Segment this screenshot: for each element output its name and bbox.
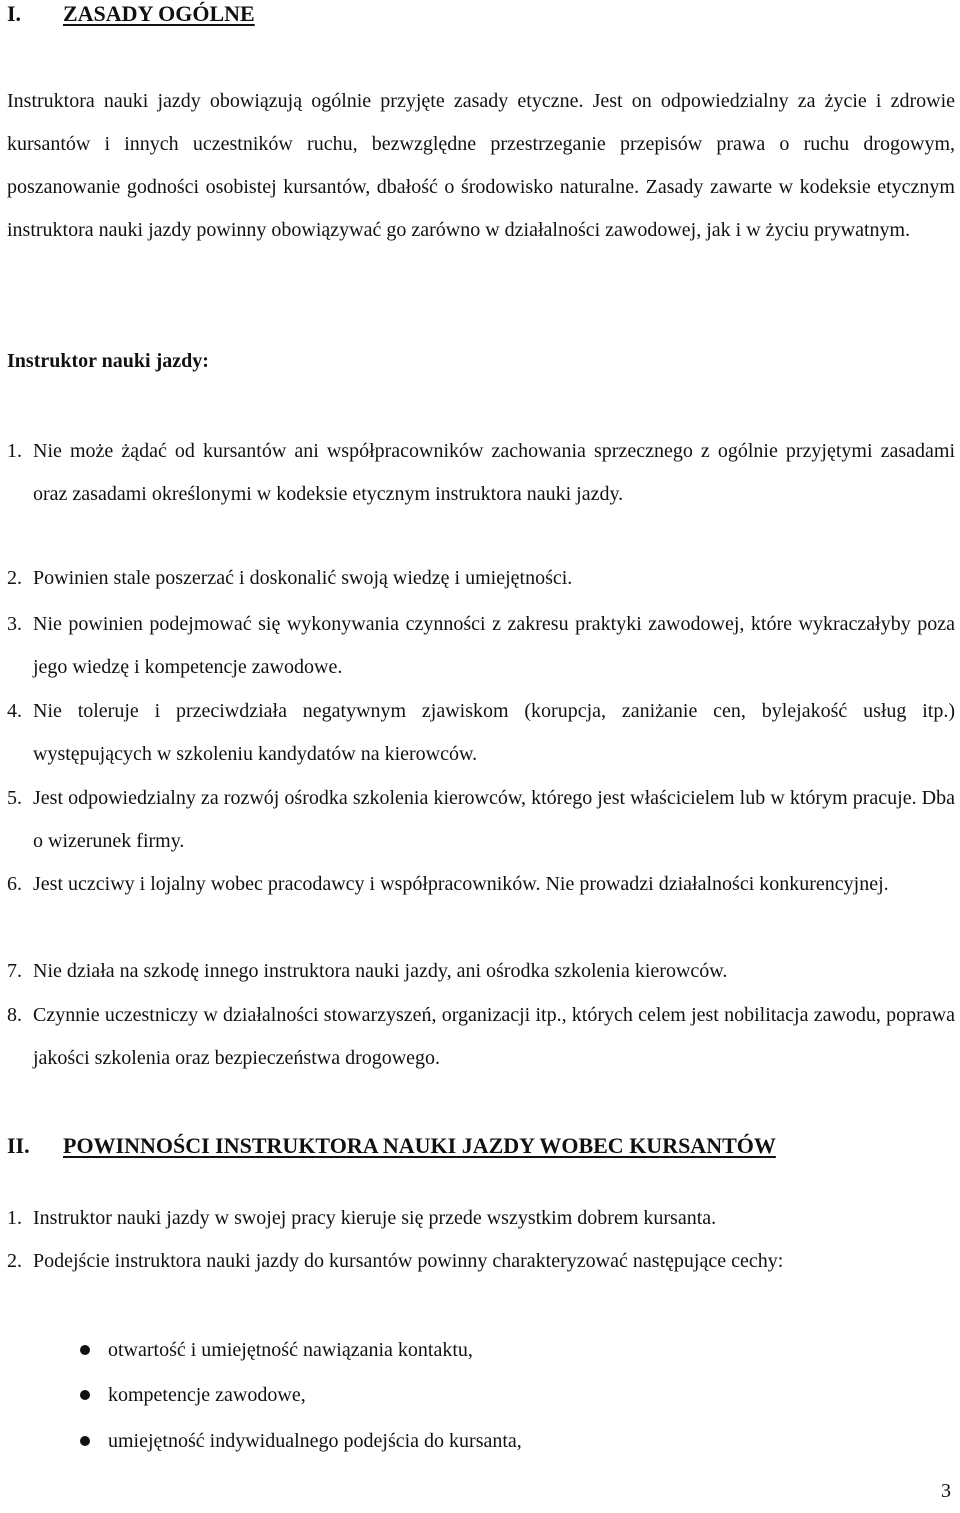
list-item-number: 4. xyxy=(7,700,22,722)
section-2-number: II. xyxy=(7,1133,30,1158)
section-1-subheading: Instruktor nauki jazdy: xyxy=(7,350,209,372)
list-item-number: 3. xyxy=(7,613,22,635)
list-item xyxy=(7,777,955,863)
list-item-number: 2. xyxy=(7,567,22,589)
bullet-item xyxy=(80,1329,473,1372)
list-item xyxy=(7,1197,955,1240)
bullet-icon xyxy=(80,1345,90,1355)
list-item xyxy=(7,690,955,776)
page-number: 3 xyxy=(941,1480,951,1502)
list-item-number: 6. xyxy=(7,873,22,895)
section-1-intro: Instruktora nauki jazdy obowiązują ogólnie przyjęte zasady etyczne. Jest on odpowiedzialny za życie i zdrowie kursantów i innych uczestników ruchu, bezwzględne przestrzeganie przepisów prawa o ruchu drogowym, poszanowanie godności osobistej kursantów, dbałość o środowisko naturalne. Zasady zawarte w kodeksie etycznym instruktora nauki jazdy powinny obowiązywać go zarówno w działalności zawodowej, jak i w życiu prywatnym. xyxy=(7,90,955,241)
list-item-text: Nie może żądać od kursantów ani współpracowników zachowania sprzecznego z ogólnie przyjętymi zasadami oraz zasadami określonymi w kodeksie etycznym instruktora nauki jazdy. xyxy=(33,440,955,505)
bullet-text: umiejętność indywidualnego podejścia do kursanta, xyxy=(108,1430,522,1452)
list-item xyxy=(7,1240,955,1283)
list-item-number: 2. xyxy=(7,1250,22,1272)
bullet-icon xyxy=(80,1436,90,1446)
list-item-text: Jest uczciwy i lojalny wobec pracodawcy i współpracowników. Nie prowadzi działalności konkurencyjnej. xyxy=(33,873,889,895)
list-item-number: 1. xyxy=(7,440,22,462)
list-item xyxy=(7,603,955,689)
bullet-item xyxy=(80,1420,522,1463)
list-item-number: 1. xyxy=(7,1207,22,1229)
bullet-item xyxy=(80,1374,306,1417)
bullet-icon xyxy=(80,1390,90,1400)
list-item xyxy=(7,430,955,516)
section-1-title: ZASADY OGÓLNE xyxy=(63,1,255,26)
bullet-text: otwartość i umiejętność nawiązania kontaktu, xyxy=(108,1339,473,1361)
list-item-text: Nie działa na szkodę innego instruktora nauki jazdy, ani ośrodka szkolenia kierowców. xyxy=(33,960,728,982)
list-item-text: Nie powinien podejmować się wykonywania czynności z zakresu praktyki zawodowej, które wykraczałyby poza jego wiedzę i kompetencje zawodowe. xyxy=(33,613,955,678)
list-item xyxy=(7,863,955,906)
list-item-text: Czynnie uczestniczy w działalności stowarzyszeń, organizacji itp., których celem jest nobilitacja zawodu, poprawa jakości szkolenia oraz bezpieczeństwa drogowego. xyxy=(33,1004,955,1069)
section-1-number: I. xyxy=(7,1,22,26)
list-item-number: 5. xyxy=(7,787,22,809)
section-2-title: POWINNOŚCI INSTRUKTORA NAUKI JAZDY WOBEC KURSANTÓW xyxy=(63,1133,776,1158)
list-item-text: Podejście instruktora nauki jazdy do kursantów powinny charakteryzować następujące cechy: xyxy=(33,1250,784,1272)
list-item xyxy=(7,557,955,600)
list-item-number: 7. xyxy=(7,960,22,982)
list-item-text: Powinien stale poszerzać i doskonalić swoją wiedzę i umiejętności. xyxy=(33,567,573,589)
list-item-text: Nie toleruje i przeciwdziała negatywnym zjawiskom (korupcja, zaniżanie cen, bylejakość usług itp.) występujących w szkoleniu kandydatów na kierowców. xyxy=(33,700,955,765)
list-item-text: Jest odpowiedzialny za rozwój ośrodka szkolenia kierowców, którego jest właścicielem lub w którym pracuje. Dba o wizerunek firmy. xyxy=(33,787,955,852)
list-item-number: 8. xyxy=(7,1004,22,1026)
bullet-text: kompetencje zawodowe, xyxy=(108,1384,306,1406)
list-item-text: Instruktor nauki jazdy w swojej pracy kieruje się przede wszystkim dobrem kursanta. xyxy=(33,1207,717,1229)
list-item xyxy=(7,950,955,993)
list-item xyxy=(7,994,955,1080)
